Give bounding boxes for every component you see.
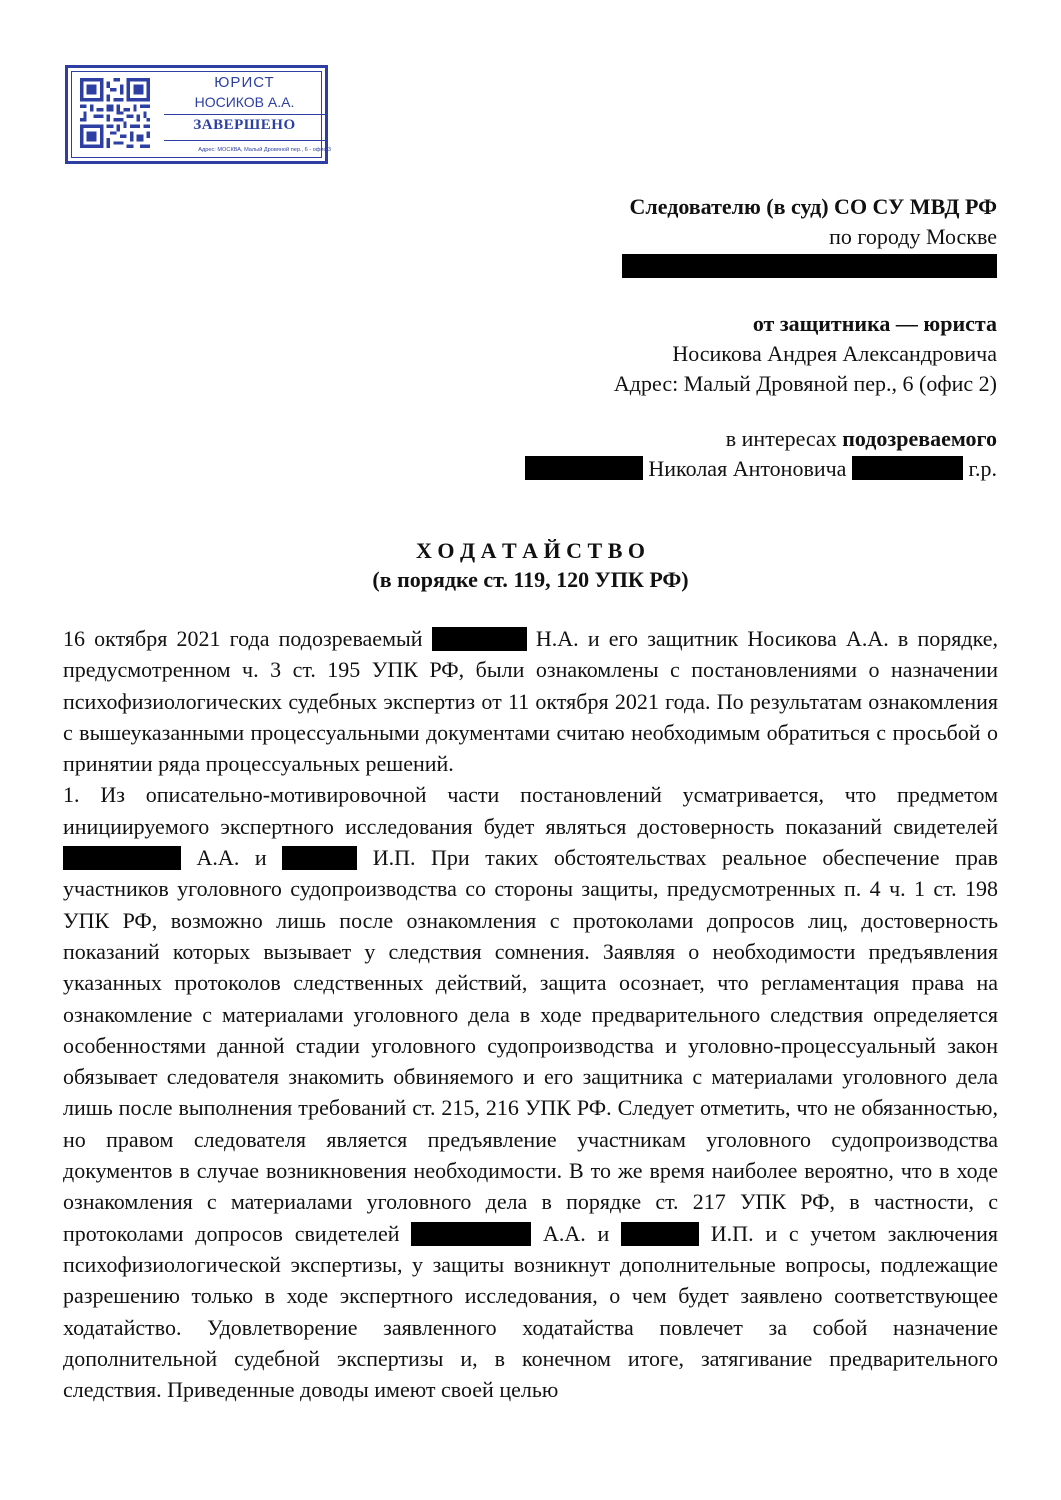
lawyer-stamp [65, 65, 331, 164]
stamp-divider [164, 140, 327, 141]
document-subtitle: (в порядке ст. 119, 120 УПК РФ) [372, 567, 689, 592]
text-run: 16 октября 2021 года подозреваемый [63, 626, 432, 651]
addressee-line-2: по городу Москве [829, 224, 997, 249]
addressee-line-1: Следователю (в суд) СО СУ МВД РФ [629, 194, 997, 219]
redaction-bar [282, 846, 357, 870]
text-run: И.П. и с учетом заключения психофизиологической экспертизы, у защиты возникнут дополнительные вопросы, подлежащие разрешению только в ходе экспертного исследования, о чем будет заявлено соответствующее ходатайство. Удовлетворение заявленного ходатайства повлечет за собой назначение дополнительной судебной экспертизы и, в конечном итоге, затягивание предварительного следствия. Приведенные доводы имеют своей целью [63, 1220, 998, 1403]
redaction-bar [525, 456, 643, 480]
text-run: 1. Из описательно-мотивировочной части постановлений усматривается, что предметом инициируемого экспертного исследования будет являться достоверность показаний свидетелей [63, 782, 998, 839]
text-run: И.П. При таких обстоятельствах реальное обеспечение прав участников уголовного судопроизводства со стороны защиты, предусмотренных п. 4 ч. 1 ст. 198 УПК РФ, возможно лишь после ознакомления с протоколами допросов лиц, достоверность показаний которых вызывает у следствия сомнения. Заявляя о необходимости предъявления указанных протоколов следственных действий, защита осознает, что регламентация права на ознакомление с материалами уголовного дела в ходе предварительного следствия определяется особенностями данной стадии уголовного судопроизводства и уголовно-процессуальный закон обязывает следователя знакомить обвиняемого и его защитника с материалами уголовного дела лишь после выполнения требований ст. 215, 216 УПК РФ. Следует отметить, что не обязанностью, но правом следователя является предъявление участникам уголовного судопроизводства документов в случае возникновения необходимости. В то же время наиболее вероятно, что в ходе ознакомления с материалами уголовного дела в порядке ст. 217 УПК РФ, в частности, с протоколами допросов свидетелей [63, 845, 998, 1246]
stamp-divider [164, 114, 327, 115]
suspect-birth-suffix: г.р. [968, 456, 997, 481]
from-address: Адрес: Малый Дровяной пер., 6 (офис 2) [613, 371, 997, 396]
redaction-bar [852, 456, 963, 480]
paragraph-point-1 [63, 779, 998, 1405]
stamp-line-profession: ЮРИСТ [214, 74, 275, 91]
redacted-addressee [622, 252, 997, 282]
redaction-bar [411, 1222, 531, 1246]
redaction-bar [622, 254, 997, 278]
suspect-name: Николая Антоновича [648, 456, 847, 481]
document-title: Х О Д А Т А Й С Т В О [415, 538, 646, 563]
stamp-line-status: ЗАВЕРШЕНО [193, 117, 296, 133]
from-name: Носикова Андрея Александровича [672, 341, 997, 366]
redaction-bar [63, 846, 181, 870]
paragraph-intro [63, 623, 998, 779]
text-run: А.А. и [531, 1220, 622, 1246]
document-body [63, 623, 998, 1405]
interest-role: подозреваемого [842, 426, 997, 451]
interest-prefix: в интересах [725, 426, 843, 451]
stamp-address: Адрес: МОСКВА, Малый Дровяной пер., 6 - офис 3 [198, 147, 331, 153]
redaction-bar [621, 1222, 699, 1246]
stamp-inner-frame [71, 71, 331, 158]
stamp-line-name: НОСИКОВ А.А. [194, 94, 295, 110]
text-run: А.А. и [181, 845, 283, 871]
qr-code-icon [80, 78, 150, 148]
redaction-bar [432, 627, 527, 651]
from-label: от защитника — юриста [752, 311, 997, 336]
text-run: Н.А. и его защитник Носикова А.А. в порядке, предусмотренном ч. 3 ст. 195 УПК РФ, были ознакомлены с постановлениями о назначении психофизиологических судебных экспертиз от 11 октября 2021 года. По результатам ознакомления с вышеуказанными процессуальными документами считаю необходимым обратиться с просьбой о принятии ряда процессуальных решений. [63, 626, 998, 777]
interest-line [726, 424, 997, 454]
suspect-line [525, 454, 997, 484]
